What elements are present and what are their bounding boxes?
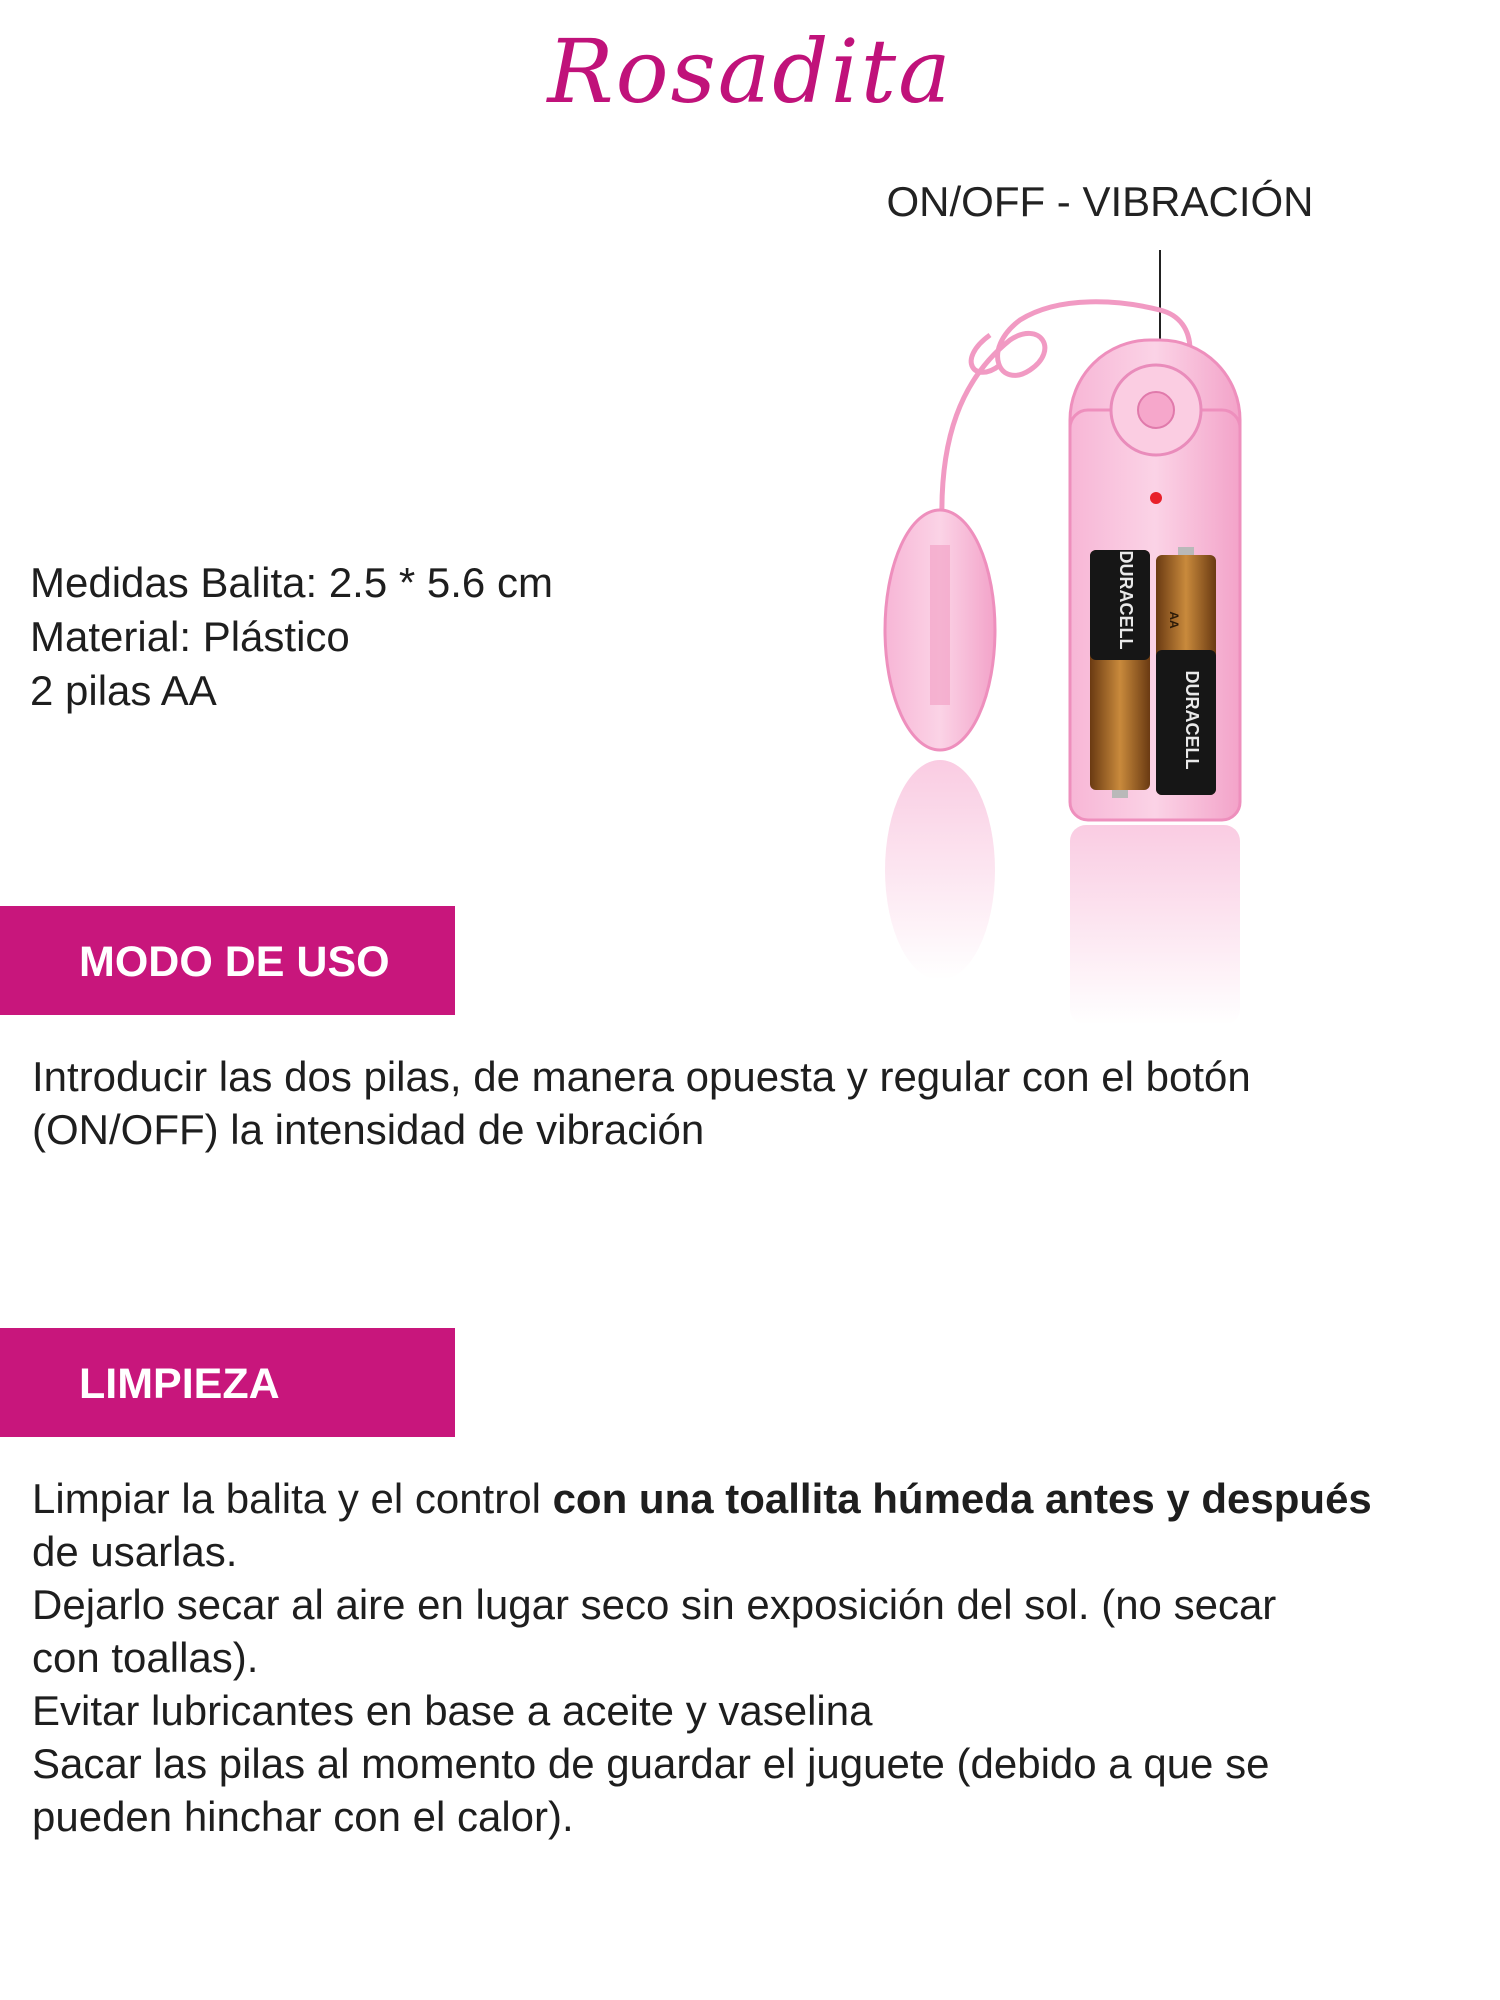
usage-instructions <box>32 1050 1432 1156</box>
section-heading-limpieza: LIMPIEZA <box>0 1328 455 1437</box>
led-indicator <box>1150 492 1162 504</box>
button-callout-label: ON/OFF - VIBRACIÓN <box>886 178 1314 225</box>
product-specs <box>30 556 553 718</box>
section-heading-modo-de-uso: MODO DE USO <box>0 906 455 1015</box>
usage-line: (ON/OFF) la intensidad de vibración <box>32 1106 705 1153</box>
battery-left <box>1090 550 1150 798</box>
cleaning-line: Dejarlo secar al aire en lugar seco sin exposición del sol. (no secar <box>32 1581 1277 1628</box>
spec-batteries: 2 pilas AA <box>30 667 217 714</box>
cleaning-line: pueden hinchar con el calor). <box>32 1793 574 1840</box>
cleaning-line: Evitar lubricantes en base a aceite y vaselina <box>32 1687 873 1734</box>
cleaning-line: de usarlas. <box>32 1528 238 1575</box>
battery-size-label: AA <box>1167 611 1181 629</box>
battery-brand-label: DURACELL <box>1116 550 1136 650</box>
cleaning-line: con toallas). <box>32 1634 259 1681</box>
cleaning-line <box>32 1472 1482 1525</box>
battery-brand-label: DURACELL <box>1182 670 1202 770</box>
usage-line: Introducir las dos pilas, de manera opuesta y regular con el botón <box>32 1053 1251 1100</box>
page-title: Rosadita <box>547 20 953 123</box>
spec-material: Material: Plástico <box>30 613 350 660</box>
spec-size: Medidas Balita: 2.5 * 5.6 cm <box>30 559 553 606</box>
cleaning-line-normal: Limpiar la balita y el control <box>32 1475 553 1522</box>
cleaning-line-bold: con una toallita húmeda antes y después <box>552 1475 1372 1522</box>
controller-reflection <box>1070 825 1240 1025</box>
battery-right <box>1156 547 1216 795</box>
cleaning-instructions <box>32 1472 1482 1843</box>
product-image <box>860 290 1260 1030</box>
bullet-reflection <box>885 760 995 980</box>
cleaning-line: Sacar las pilas al momento de guardar el juguete (debido a que se <box>32 1740 1270 1787</box>
